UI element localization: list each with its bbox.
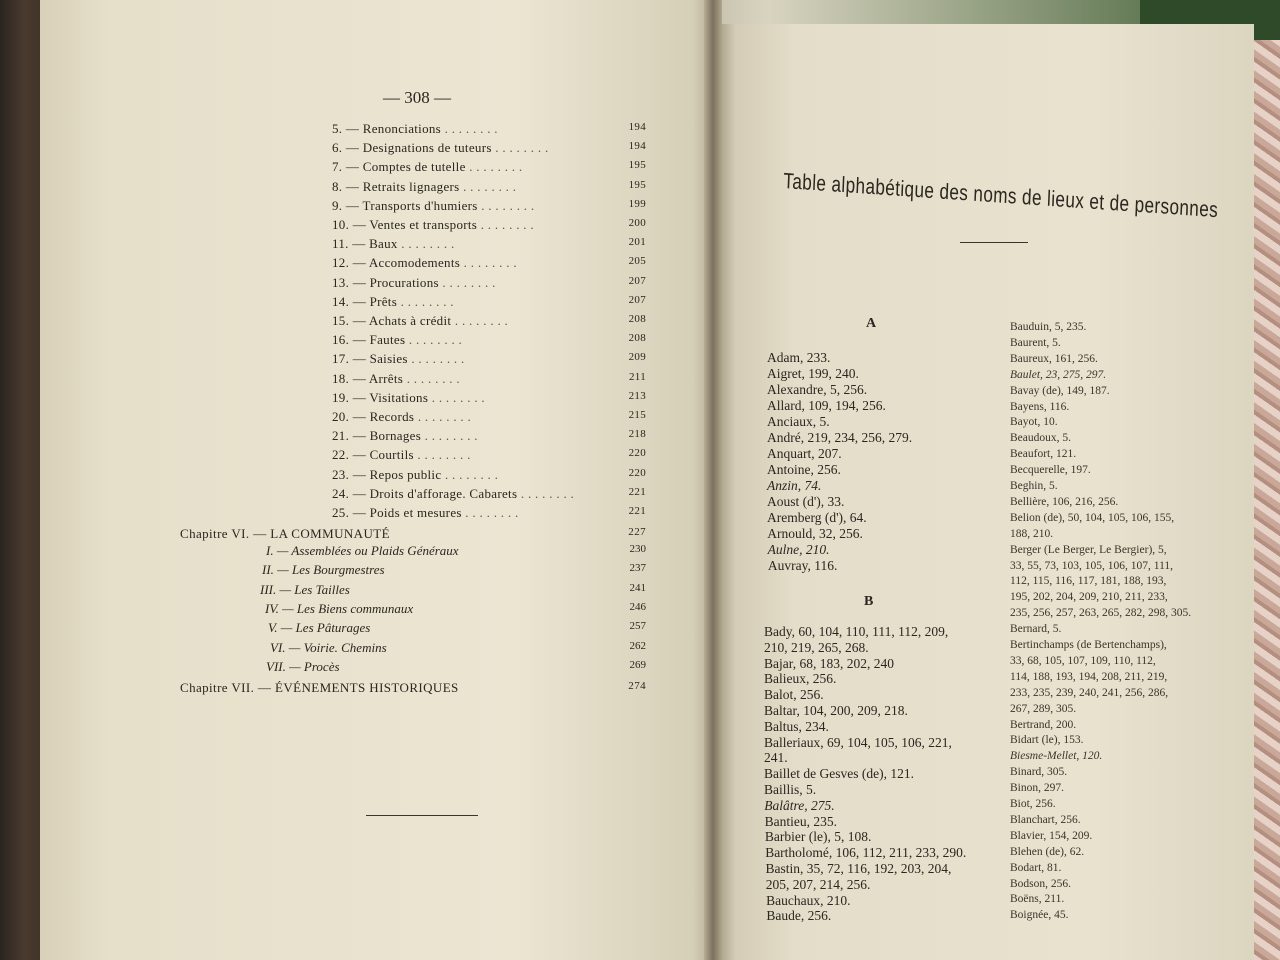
toc-item-label: Poids et mesures [369, 505, 462, 520]
toc-item [332, 294, 646, 313]
index-entry: Bodart, 81. [1010, 861, 1062, 874]
toc-item [332, 447, 646, 466]
toc-item-page: 195 [628, 178, 646, 191]
toc-item-label: Retraits lignagers [362, 178, 460, 194]
section-letter-b: B [864, 594, 874, 609]
section-letter-a: A [866, 316, 877, 331]
index-entry: Bady, 60, 104, 110, 111, 112, 209, [764, 624, 949, 639]
toc-item-label: Baux [369, 236, 398, 252]
toc-item [332, 332, 646, 351]
index-entry: Bartholomé, 106, 112, 211, 233, 290. [765, 845, 967, 861]
toc-item-page: 195 [628, 159, 646, 172]
section-item [265, 601, 646, 620]
toc-item-page: 194 [628, 140, 646, 153]
toc-item-label: Saisies [369, 351, 408, 367]
toc-item-number: 17. [332, 351, 350, 367]
toc-item-title: 18. — Arrêts . . . . . . . . [332, 370, 460, 386]
section-title: III. — Les Tailles [260, 581, 350, 597]
index-entry: Bodson, 256. [1010, 877, 1072, 890]
page-number: — 308 — [383, 88, 451, 107]
index-entry: Boëns, 211. [1010, 893, 1065, 906]
index-entry: Beaudoux, 5. [1010, 432, 1072, 445]
index-entry: Baillet de Gesves (de), 121. [764, 766, 914, 782]
toc-item-title: 6. — Designations de tuteurs . . . . . . . . [332, 140, 549, 156]
section-page: 262 [629, 639, 646, 652]
toc-item-title: 24. — Droits d'afforage. Cabarets . . . . . . . . [332, 485, 575, 501]
toc-item-number: 24. [332, 485, 350, 501]
index-entry: Baude, 256. [766, 908, 832, 924]
toc-item-page: 194 [628, 121, 646, 133]
index-entry: Binard, 305. [1010, 766, 1068, 779]
index-entry: Anzin, 74. [767, 478, 822, 493]
toc-item-title: 25. — Poids et mesures . . . . . . . . [332, 505, 519, 520]
index-entry: Blavier, 154, 209. [1010, 829, 1093, 842]
divider-rule [960, 242, 1028, 243]
toc-item-title: 7. — Comptes de tutelle . . . . . . . . [332, 159, 523, 175]
toc-item-page: 201 [628, 236, 646, 249]
toc-item [332, 409, 646, 428]
chapter-page: 274 [628, 680, 646, 692]
toc-item-number: 13. [332, 274, 350, 290]
section-page: 257 [629, 620, 646, 633]
toc-item-label: Renonciations [362, 121, 442, 136]
index-entry: Binon, 297. [1010, 782, 1064, 795]
chapter-title: Chapitre VII. — ÉVÉNEMENTS HISTORIQUES [180, 680, 459, 695]
toc-item-label: Records [369, 409, 415, 424]
chapter-title: Chapitre VI. — LA COMMUNAUTÉ [180, 526, 390, 541]
index-entry: Bauduin, 5, 235. [1010, 321, 1087, 333]
index-entry: Arnould, 32, 256. [767, 526, 863, 541]
index-entry: Aulne, 210. [767, 542, 830, 557]
section-page: 246 [629, 600, 646, 613]
index-entry: Becquerelle, 197. [1010, 464, 1091, 477]
toc-item [332, 121, 646, 140]
toc-item-title: 9. — Transports d'humiers . . . . . . . . [332, 197, 535, 213]
toc-item-number: 9. [332, 197, 343, 213]
toc-item-page: 208 [628, 313, 646, 325]
toc-item-label: Fautes [369, 332, 406, 348]
index-entry: Allard, 109, 194, 256. [767, 398, 886, 413]
toc-item-title: 22. — Courtils . . . . . . . . [332, 447, 471, 463]
index-entry: 205, 207, 214, 256. [765, 876, 871, 892]
toc-item [332, 140, 646, 159]
toc-item-number: 6. [332, 140, 343, 156]
section-title: V. — Les Pâturages [268, 620, 371, 636]
section-title: VII. — Procès [266, 658, 340, 674]
index-entry: 112, 115, 116, 117, 181, 188, 193, [1010, 575, 1167, 588]
section-page: 237 [629, 562, 646, 575]
toc-item-label: Ventes et transports [369, 217, 478, 232]
toc-item-page: 211 [629, 370, 646, 383]
toc-item-label: Arrêts [368, 370, 404, 386]
toc-item-page: 221 [628, 505, 646, 517]
toc-item-number: 23. [332, 466, 350, 482]
toc-item-number: 10. [332, 217, 350, 232]
toc-item-number: 18. [332, 370, 350, 386]
toc-item-title: 16. — Fautes . . . . . . . . [332, 332, 463, 348]
toc-item-number: 11. [332, 236, 349, 252]
index-entry: Anquart, 207. [767, 446, 842, 461]
index-entry: Baureux, 161, 256. [1010, 352, 1098, 365]
index-entry: Balâtre, 275. [764, 797, 835, 813]
toc-item-page: 199 [628, 197, 646, 210]
toc-item-page: 220 [628, 447, 646, 460]
toc-item-label: Procurations [369, 274, 439, 290]
index-entry: Balieux, 256. [764, 671, 837, 687]
toc-item-title: 23. — Repos public . . . . . . . . [332, 466, 499, 482]
toc-item-label: Achats à crédit [368, 313, 452, 328]
toc-item [332, 467, 646, 486]
toc-item [332, 351, 646, 370]
toc-item [332, 179, 646, 198]
index-entry: Blehen (de), 62. [1010, 845, 1085, 858]
toc-item-page: 213 [628, 389, 646, 402]
index-entry: Balleriaux, 69, 104, 105, 106, 221, [764, 734, 952, 750]
index-entry: Aremberg (d'), 64. [767, 510, 867, 525]
index-entry: Baillis, 5. [764, 782, 817, 797]
toc-item-label: Transports d'humiers [362, 197, 478, 213]
divider-rule [366, 815, 478, 816]
index-entry: Aigret, 199, 240. [767, 366, 859, 381]
toc-item-title: 19. — Visitations . . . . . . . . [332, 389, 485, 405]
toc-item-page: 208 [628, 332, 646, 345]
toc-item-label: Repos public [369, 466, 442, 482]
section-item [266, 543, 646, 562]
toc-item [332, 217, 646, 236]
index-entry: Bellière, 106, 216, 256. [1010, 495, 1119, 508]
toc-item-number: 16. [332, 332, 350, 348]
index-entry: Biesme-Mellet, 120. [1010, 750, 1103, 763]
index-entry: Bajar, 68, 183, 202, 240 [764, 655, 894, 671]
index-entry: Baurent, 5. [1010, 336, 1061, 349]
toc-item-title: 5. — Renonciations . . . . . . . . [332, 121, 498, 136]
toc-item-page: 207 [628, 274, 646, 287]
section-item [270, 640, 646, 659]
toc-item-page: 200 [628, 217, 646, 229]
section-title: VI. — Voirie. Chemins [270, 639, 387, 655]
book-gutter [704, 0, 722, 960]
toc-item [332, 390, 646, 409]
section-title: I. — Assemblées ou Plaids Généraux [266, 543, 459, 558]
toc-item-title: 10. — Ventes et transports . . . . . . . . [332, 217, 534, 232]
section-item [262, 562, 646, 581]
index-entry: 267, 289, 305. [1010, 702, 1077, 715]
index-entry: Boignée, 45. [1010, 909, 1069, 922]
toc-item-page: 221 [628, 485, 646, 498]
index-entry: Biot, 256. [1010, 798, 1056, 810]
index-entry: Baulet, 23, 275, 297. [1010, 368, 1107, 381]
toc-item [332, 371, 646, 390]
toc-item-label: Bornages [369, 428, 422, 444]
index-entry: Berger (Le Berger, Le Bergier), 5, [1010, 543, 1167, 556]
toc-item-number: 22. [332, 447, 350, 463]
section-page: 269 [629, 658, 646, 671]
index-entry: Beaufort, 121. [1010, 448, 1077, 461]
chapter-page: 227 [628, 526, 646, 538]
toc-item-label: Prêts [369, 293, 398, 309]
index-entry: Blanchart, 256. [1010, 813, 1081, 826]
index-entry: Beghin, 5. [1010, 480, 1058, 492]
toc-item-page: 218 [628, 428, 646, 441]
toc-item-label: Accomodements [368, 255, 461, 271]
index-entry: Bayens, 116. [1010, 400, 1070, 413]
toc-item [332, 313, 646, 332]
index-entry: Bantieu, 235. [764, 813, 837, 829]
toc-item [332, 255, 646, 274]
toc-item [332, 236, 646, 255]
index-entry: Bayot, 10. [1010, 416, 1058, 429]
index-entry: Antoine, 256. [767, 462, 841, 477]
toc-item-page: 207 [628, 293, 646, 306]
index-entry: Anciaux, 5. [767, 414, 830, 429]
index-entry: 233, 235, 239, 240, 241, 256, 286, [1010, 686, 1169, 699]
toc-item-page: 209 [628, 351, 646, 364]
toc-item-title: 13. — Procurations . . . . . . . . [332, 274, 496, 290]
index-entry: Bavay (de), 149, 187. [1010, 384, 1110, 397]
toc-item-title: 15. — Achats à crédit . . . . . . . . [332, 313, 509, 328]
toc-item-title: 12. — Accomodements . . . . . . . . [332, 255, 517, 271]
section-title: II. — Les Bourgmestres [262, 562, 385, 578]
index-entry: Auvray, 116. [767, 558, 838, 573]
section-item [266, 659, 646, 678]
toc-item-page: 215 [628, 409, 646, 421]
index-entry: 241. [764, 750, 788, 766]
toc-item-title: 8. — Retraits lignagers . . . . . . . . [332, 178, 517, 194]
toc-item-label: Comptes de tutelle [362, 159, 466, 175]
index-entry: Belion (de), 50, 104, 105, 106, 155, [1010, 511, 1175, 524]
toc-item-title: 11. — Baux . . . . . . . . [332, 236, 455, 252]
toc-item [332, 198, 646, 217]
index-entry: André, 219, 234, 256, 279. [767, 430, 913, 445]
index-entry: 33, 55, 73, 103, 105, 106, 107, 111, [1010, 559, 1174, 572]
index-entry: 210, 219, 265, 268. [764, 639, 869, 655]
toc-item-number: 7. [332, 159, 343, 175]
index-entry: Bauchaux, 210. [766, 892, 851, 908]
toc-item-number: 5. [332, 121, 343, 136]
toc-item [332, 275, 646, 294]
section-page: 230 [629, 543, 646, 555]
section-item [260, 582, 646, 601]
index-entry: Baltus, 234. [764, 718, 829, 734]
toc-item-label: Designations de tuteurs [362, 140, 492, 156]
index-entry: Alexandre, 5, 256. [767, 382, 868, 397]
index-entry: Balot, 256. [764, 687, 824, 703]
index-entry: 235, 256, 257, 263, 265, 282, 298, 305. [1010, 607, 1192, 620]
toc-item-title: 17. — Saisies . . . . . . . . [332, 351, 465, 367]
index-entry: Bastin, 35, 72, 116, 192, 203, 204, [765, 861, 952, 876]
index-entry: 188, 210. [1010, 527, 1054, 540]
toc-item-page: 220 [628, 466, 646, 479]
index-entry: Aoust (d'), 33. [767, 494, 845, 509]
toc-item [332, 505, 646, 524]
toc-item-label: Droits d'afforage. Cabarets [369, 485, 518, 501]
toc-item-title: 14. — Prêts . . . . . . . . [332, 293, 454, 309]
toc-item [332, 159, 646, 178]
toc-item [332, 428, 646, 447]
index-entry: Bidart (le), 153. [1010, 734, 1084, 747]
toc-item-number: 19. [332, 389, 350, 405]
index-entry: Bertinchamps (de Bertenchamps), [1010, 639, 1167, 651]
chapter-heading [180, 680, 646, 699]
index-entry: 33, 68, 105, 107, 109, 110, 112, [1010, 654, 1156, 667]
toc-item-number: 25. [332, 505, 350, 520]
section-title: IV. — Les Biens communaux [265, 600, 414, 616]
toc-item-number: 15. [332, 313, 350, 328]
toc-item-title: 21. — Bornages . . . . . . . . [332, 428, 478, 444]
index-entry: Barbier (le), 5, 108. [764, 829, 872, 845]
index-entry: 114, 188, 193, 194, 208, 211, 219, [1010, 670, 1168, 683]
toc-item-title: 20. — Records . . . . . . . . [332, 409, 472, 424]
index-entry: Bernard, 5. [1010, 623, 1062, 636]
toc-item-number: 14. [332, 293, 350, 309]
toc-item-number: 8. [332, 178, 343, 194]
index-entry: Bertrand, 200. [1010, 718, 1077, 731]
index-title: Table alphabétique des noms de lieux et de personnes [782, 168, 1219, 223]
index-entry: Baltar, 104, 200, 209, 218. [764, 703, 908, 718]
index-entry: Adam, 233. [767, 350, 831, 365]
toc-item-label: Visitations [369, 389, 429, 405]
toc-item [332, 486, 646, 505]
toc-item-number: 20. [332, 409, 350, 424]
toc-item-number: 12. [332, 255, 350, 271]
toc-item-number: 21. [332, 428, 350, 444]
section-page: 241 [629, 581, 646, 594]
toc-item-label: Courtils [369, 447, 414, 463]
toc-item-page: 205 [628, 255, 646, 268]
index-entry: 195, 202, 204, 209, 210, 211, 233, [1010, 591, 1168, 604]
section-item [268, 620, 646, 639]
